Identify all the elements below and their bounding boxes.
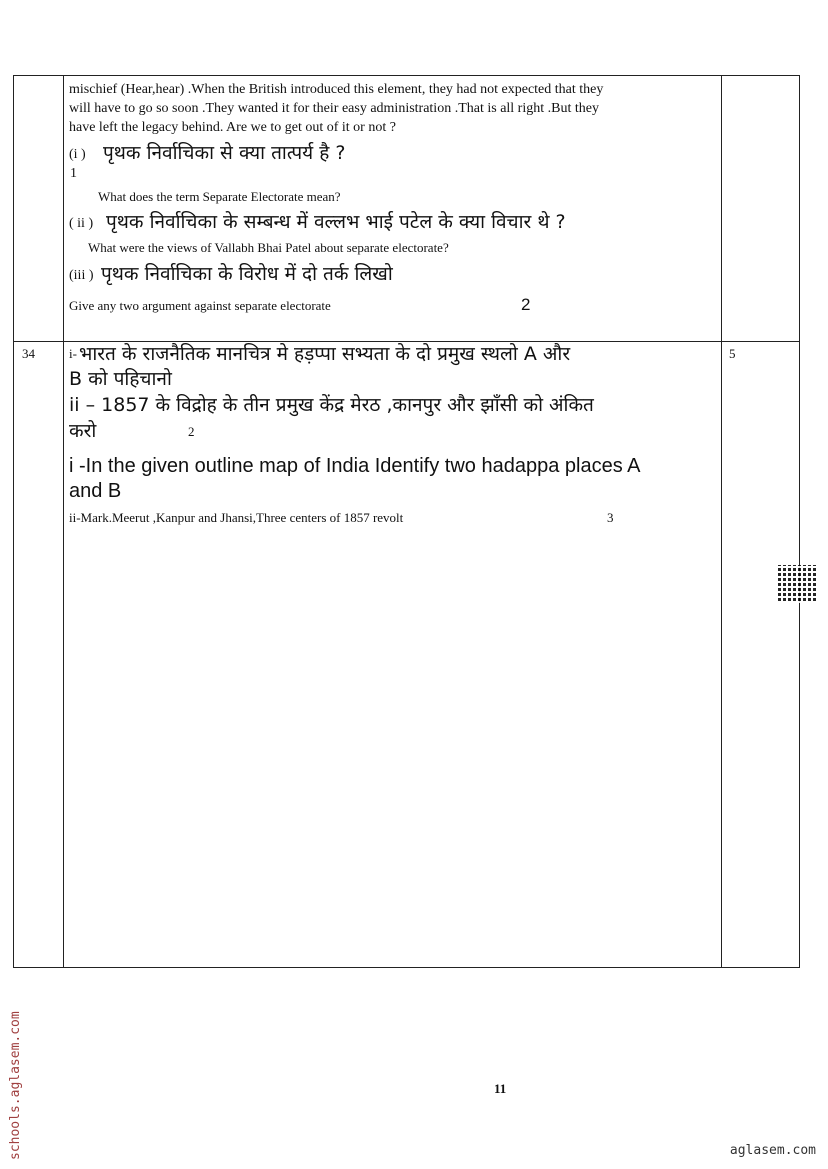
hindi-part-ii-line1: ii – 1857 के विद्रोह के तीन प्रमुख केंद्र मेरठ ,कानपुर और झाँसी को अंकित bbox=[69, 394, 594, 416]
side-watermark: schools.aglasem.com bbox=[8, 1011, 23, 1160]
hindi-i-prefix: i- bbox=[69, 346, 77, 361]
q2-label: ( ii ) bbox=[69, 216, 94, 231]
q3-hindi: पृथक निर्वाचिका के विरोध में दो तर्क लिखो bbox=[101, 263, 393, 285]
q3-english: Give any two argument against separate electorate bbox=[69, 298, 331, 313]
hindi-part-ii-line2: करो bbox=[69, 420, 97, 442]
hindi-part-i-line1: भारत के राजनैतिक मानचित्र मे हड़प्पा सभ्यता के दो प्रमुख स्थलो A और bbox=[79, 343, 571, 365]
q1-english: What does the term Separate Electorate mean? bbox=[98, 189, 341, 204]
hindi-part-i-line2: B को पहिचानो bbox=[69, 368, 172, 390]
question-number: 34 bbox=[22, 346, 35, 361]
passage-line: have left the legacy behind. Are we to get out of it or not ? bbox=[69, 120, 396, 135]
column-divider bbox=[721, 75, 722, 968]
q3-marks: 2 bbox=[521, 295, 531, 314]
page-number: 11 bbox=[494, 1081, 507, 1096]
q2-hindi: पृथक निर्वाचिका के सम्बन्ध में वल्लभ भाई पटेल के क्या विचार थे ? bbox=[106, 211, 566, 233]
passage-line: will have to go so soon .They wanted it for their easy administration .That is all right .But they bbox=[69, 101, 599, 116]
bottom-watermark: aglasem.com bbox=[729, 1143, 816, 1158]
q2-english: What were the views of Vallabh Bhai Patel about separate electorate? bbox=[88, 240, 449, 255]
question-marks: 5 bbox=[729, 346, 736, 361]
q1-label: (i ) bbox=[69, 147, 86, 162]
q1-marks: 1 bbox=[70, 166, 77, 181]
english-part-i-line1: i -In the given outline map of India Identify two hadappa places A bbox=[69, 455, 641, 477]
column-divider bbox=[63, 75, 64, 968]
english-part-ii: ii-Mark.Meerut ,Kanpur and Jhansi,Three centers of 1857 revolt bbox=[69, 510, 404, 525]
hindi-marks: 2 bbox=[188, 424, 195, 439]
q3-label: (iii ) bbox=[69, 268, 94, 283]
passage-line: mischief (Hear,hear) .When the British introduced this element, they had not expected that they bbox=[69, 82, 604, 97]
qr-code-icon bbox=[778, 565, 816, 603]
q1-hindi: पृथक निर्वाचिका से क्या तात्पर्य है ? bbox=[103, 142, 346, 164]
english-marks: 3 bbox=[607, 510, 614, 525]
english-part-i-line2: and B bbox=[69, 480, 122, 502]
